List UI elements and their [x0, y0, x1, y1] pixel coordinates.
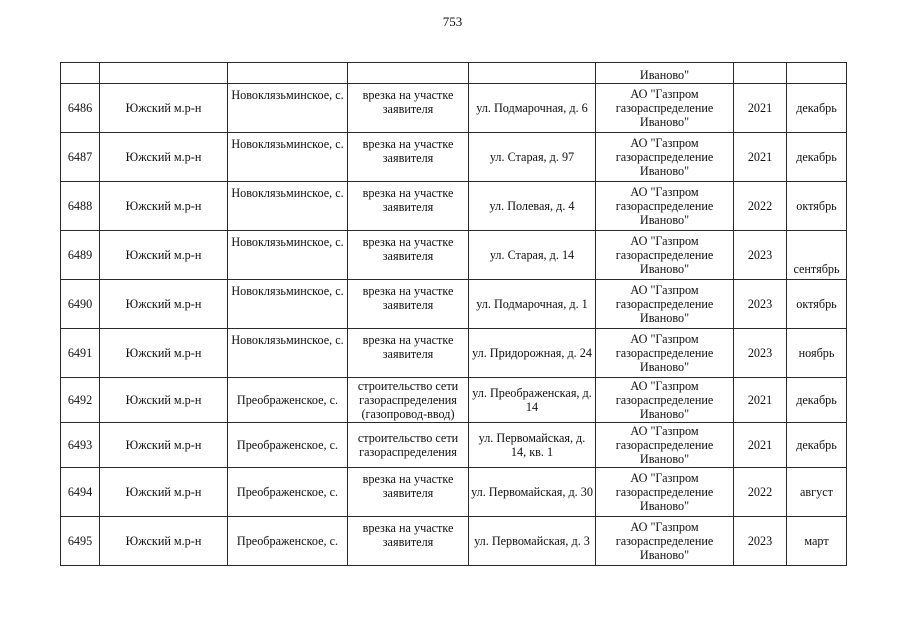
cell-work: врезка на участке заявителя: [348, 468, 469, 517]
cell-work: врезка на участке заявителя: [348, 329, 469, 378]
cell-org: АО "Газпром газораспределение Иваново": [596, 423, 734, 468]
cell-settlement: Новоклязьминское, с.: [228, 133, 348, 182]
cell-num: 6493: [61, 423, 100, 468]
cell-district: Южский м.р-н: [100, 468, 228, 517]
cell-num: 6494: [61, 468, 100, 517]
cell-address: ул. Первомайская, д. 3: [469, 517, 596, 566]
cell-work: строительство сети газораспределения: [348, 423, 469, 468]
cell-num: 6491: [61, 329, 100, 378]
cell-district: Южский м.р-н: [100, 133, 228, 182]
table-row: [61, 468, 847, 517]
cell-org: АО "Газпром газораспределение Иваново": [596, 329, 734, 378]
gas-connection-table: [60, 62, 847, 566]
cell-year: 2023: [734, 329, 787, 378]
cell-district: Южский м.р-н: [100, 280, 228, 329]
cell-num: 6488: [61, 182, 100, 231]
table-row: [61, 231, 847, 280]
cell-work: врезка на участке заявителя: [348, 182, 469, 231]
cell-org: АО "Газпром газораспределение Иваново": [596, 517, 734, 566]
cell-settlement: Преображенское, с.: [228, 423, 348, 468]
cell-district: Южский м.р-н: [100, 378, 228, 423]
cell-address: ул. Полевая, д. 4: [469, 182, 596, 231]
cell-year: 2021: [734, 378, 787, 423]
table-row: [61, 84, 847, 133]
cell-num: 6495: [61, 517, 100, 566]
cell-month: декабрь: [787, 133, 847, 182]
cell-num: 6490: [61, 280, 100, 329]
cell-month: март: [787, 517, 847, 566]
cell-year: 2023: [734, 231, 787, 280]
cell-settlement: Новоклязьминское, с.: [228, 231, 348, 280]
cell-settlement: Преображенское, с.: [228, 517, 348, 566]
cell-month: декабрь: [787, 84, 847, 133]
cell-month: [787, 63, 847, 84]
cell-address: ул. Подмарочная, д. 6: [469, 84, 596, 133]
cell-month: октябрь: [787, 182, 847, 231]
cell-district: Южский м.р-н: [100, 231, 228, 280]
cell-settlement: Новоклязьминское, с.: [228, 280, 348, 329]
cell-org: АО "Газпром газораспределение Иваново": [596, 133, 734, 182]
table-row-continuation: [61, 63, 847, 84]
cell-work: врезка на участке заявителя: [348, 280, 469, 329]
cell-district: Южский м.р-н: [100, 182, 228, 231]
cell-settlement: Новоклязьминское, с.: [228, 84, 348, 133]
cell-address: ул. Преображенская, д. 14: [469, 378, 596, 423]
cell-org: АО "Газпром газораспределение Иваново": [596, 84, 734, 133]
cell-work: врезка на участке заявителя: [348, 133, 469, 182]
table-row: [61, 280, 847, 329]
cell-address: [469, 63, 596, 84]
cell-address: ул. Первомайская, д. 14, кв. 1: [469, 423, 596, 468]
cell-year: 2023: [734, 517, 787, 566]
cell-address: ул. Старая, д. 14: [469, 231, 596, 280]
cell-district: Южский м.р-н: [100, 84, 228, 133]
table-row: [61, 133, 847, 182]
cell-year: 2022: [734, 468, 787, 517]
cell-work: врезка на участке заявителя: [348, 517, 469, 566]
cell-org: Иваново": [596, 63, 734, 84]
cell-num: 6487: [61, 133, 100, 182]
cell-num: 6489: [61, 231, 100, 280]
cell-year: 2021: [734, 423, 787, 468]
cell-year: [734, 63, 787, 84]
cell-work: [348, 63, 469, 84]
cell-work: врезка на участке заявителя: [348, 84, 469, 133]
table-row: [61, 378, 847, 423]
cell-settlement: Преображенское, с.: [228, 468, 348, 517]
cell-num: 6492: [61, 378, 100, 423]
cell-org: АО "Газпром газораспределение Иваново": [596, 378, 734, 423]
cell-org: АО "Газпром газораспределение Иваново": [596, 182, 734, 231]
cell-month: август: [787, 468, 847, 517]
cell-address: ул. Подмарочная, д. 1: [469, 280, 596, 329]
cell-month: ноябрь: [787, 329, 847, 378]
cell-month: октябрь: [787, 280, 847, 329]
cell-settlement: [228, 63, 348, 84]
cell-num: [61, 63, 100, 84]
cell-address: ул. Придорожная, д. 24: [469, 329, 596, 378]
cell-district: Южский м.р-н: [100, 423, 228, 468]
cell-month: декабрь: [787, 378, 847, 423]
cell-month: декабрь: [787, 423, 847, 468]
cell-settlement: Новоклязьминское, с.: [228, 182, 348, 231]
cell-org: АО "Газпром газораспределение Иваново": [596, 468, 734, 517]
page-number: 753: [442, 14, 463, 29]
cell-year: 2022: [734, 182, 787, 231]
cell-org: АО "Газпром газораспределение Иваново": [596, 231, 734, 280]
cell-work: строительство сети газораспределения (газопровод-ввод): [348, 378, 469, 423]
cell-year: 2023: [734, 280, 787, 329]
cell-address: ул. Первомайская, д. 30: [469, 468, 596, 517]
table-row: [61, 517, 847, 566]
cell-settlement: Новоклязьминское, с.: [228, 329, 348, 378]
cell-settlement: Преображенское, с.: [228, 378, 348, 423]
cell-district: [100, 63, 228, 84]
cell-month: сентябрь: [787, 231, 847, 280]
table-row: [61, 329, 847, 378]
cell-org: АО "Газпром газораспределение Иваново": [596, 280, 734, 329]
cell-address: ул. Старая, д. 97: [469, 133, 596, 182]
cell-year: 2021: [734, 133, 787, 182]
cell-year: 2021: [734, 84, 787, 133]
cell-district: Южский м.р-н: [100, 329, 228, 378]
table-row: [61, 423, 847, 468]
cell-num: 6486: [61, 84, 100, 133]
cell-district: Южский м.р-н: [100, 517, 228, 566]
cell-work: врезка на участке заявителя: [348, 231, 469, 280]
table-row: [61, 182, 847, 231]
